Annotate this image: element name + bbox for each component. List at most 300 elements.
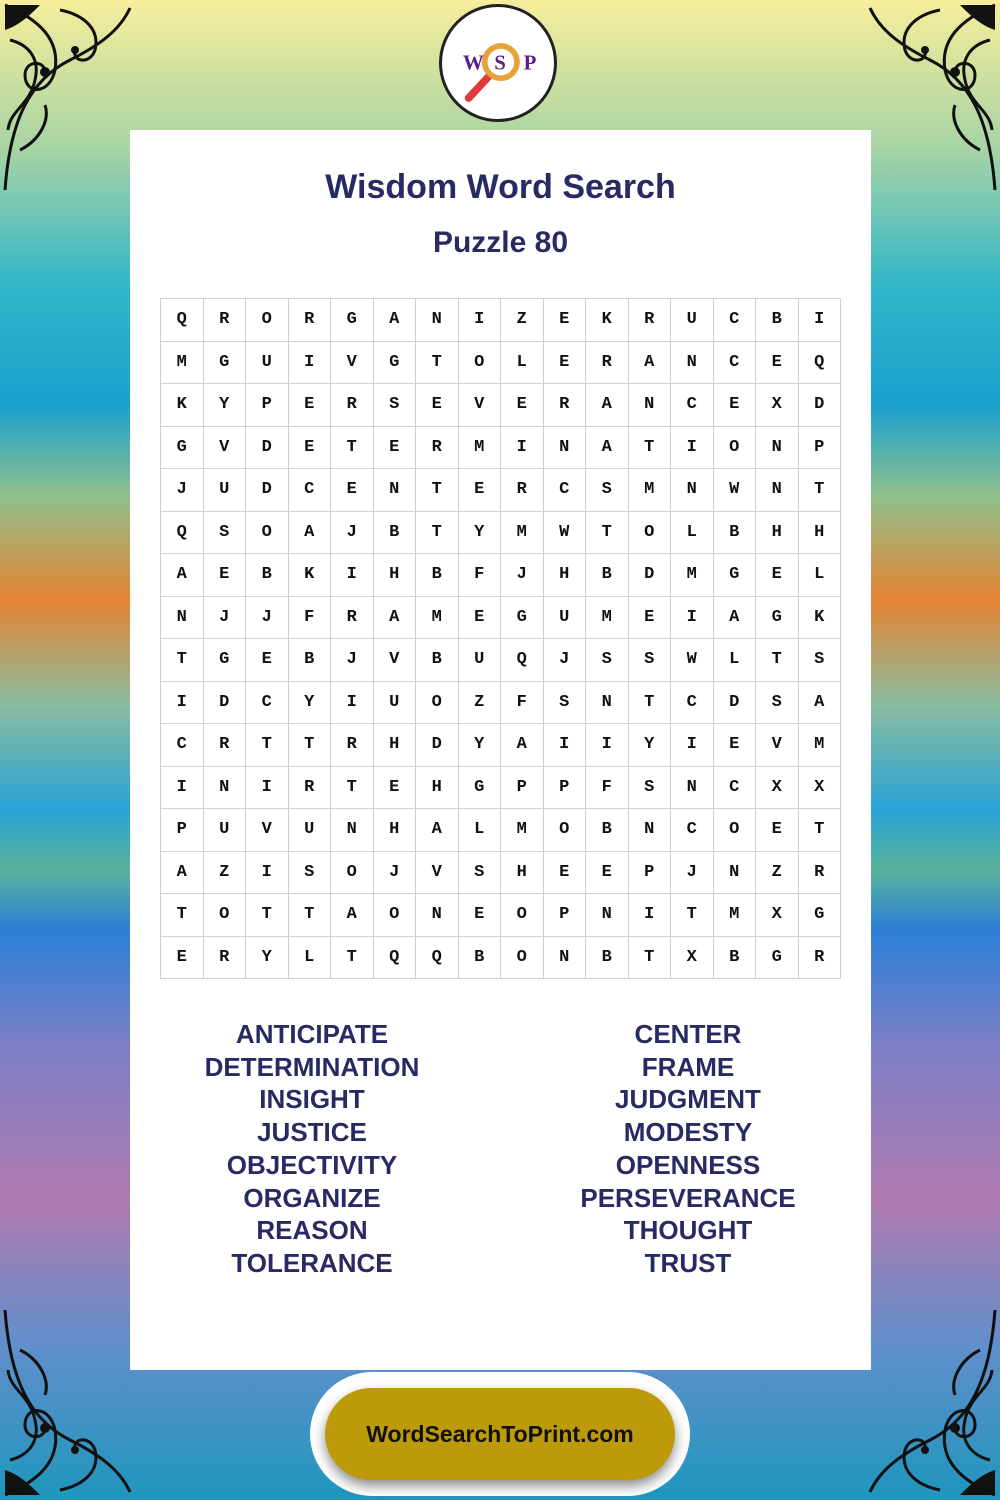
grid-cell[interactable]: F [458,554,501,597]
grid-row [161,936,841,979]
grid-cell[interactable]: D [798,384,841,427]
grid-cell[interactable]: F [288,596,331,639]
grid-cell[interactable]: J [331,639,374,682]
grid-cell[interactable]: O [458,341,501,384]
grid-cell[interactable]: X [756,384,799,427]
grid-cell[interactable]: I [246,766,289,809]
grid-cell[interactable]: I [628,894,671,937]
grid-cell[interactable]: B [586,809,629,852]
grid-cell[interactable]: N [331,809,374,852]
grid-row [161,426,841,469]
grid-cell[interactable]: N [628,809,671,852]
grid-cell[interactable]: R [203,936,246,979]
grid-cell[interactable]: D [628,554,671,597]
grid-cell[interactable]: S [288,851,331,894]
grid-cell[interactable]: A [586,384,629,427]
grid-cell[interactable]: O [416,681,459,724]
grid-cell[interactable]: A [161,851,204,894]
grid-cell[interactable]: B [586,554,629,597]
grid-cell[interactable]: I [501,426,544,469]
grid-cell[interactable]: E [756,341,799,384]
grid-cell[interactable]: G [161,426,204,469]
grid-cell[interactable]: S [756,681,799,724]
grid-cell[interactable]: J [161,469,204,512]
grid-cell[interactable]: I [161,766,204,809]
grid-cell[interactable]: I [331,681,374,724]
grid-cell[interactable]: G [756,596,799,639]
grid-cell[interactable]: N [671,766,714,809]
grid-cell[interactable]: M [671,554,714,597]
grid-cell[interactable]: S [628,639,671,682]
grid-cell[interactable]: Z [756,851,799,894]
grid-cell[interactable]: V [246,809,289,852]
grid-cell[interactable]: L [501,341,544,384]
grid-cell[interactable]: T [628,681,671,724]
grid-cell[interactable]: H [798,511,841,554]
grid-cell[interactable]: S [798,639,841,682]
puzzle-title: Wisdom Word Search [325,168,676,206]
grid-cell[interactable]: E [713,724,756,767]
grid-cell[interactable]: J [246,596,289,639]
grid-cell[interactable]: G [501,596,544,639]
grid-cell[interactable]: N [543,936,586,979]
word-list-item: TOLERANCE [231,1247,393,1278]
grid-cell[interactable]: E [628,596,671,639]
grid-cell[interactable]: T [671,894,714,937]
grid-cell[interactable]: Y [458,724,501,767]
grid-cell[interactable]: N [416,894,459,937]
grid-cell[interactable]: A [501,724,544,767]
grid-cell[interactable]: H [756,511,799,554]
grid-cell[interactable]: E [458,469,501,512]
grid-cell[interactable]: V [203,426,246,469]
grid-cell[interactable]: E [756,554,799,597]
grid-cell[interactable]: N [586,894,629,937]
grid-cell[interactable]: T [798,809,841,852]
grid-cell[interactable]: E [543,851,586,894]
grid-cell[interactable]: B [713,936,756,979]
word-list-item: ANTICIPATE [235,1019,389,1049]
corner-ornament [0,1300,150,1500]
grid-cell[interactable]: M [586,596,629,639]
corner-ornament [0,0,150,200]
grid-cell[interactable]: I [288,341,331,384]
grid-cell[interactable]: E [331,469,374,512]
grid-cell[interactable]: T [288,724,331,767]
grid-cell[interactable]: R [543,384,586,427]
grid-cell[interactable]: O [543,809,586,852]
grid-cell[interactable]: R [288,766,331,809]
grid-cell[interactable]: E [501,384,544,427]
grid-cell[interactable]: X [671,936,714,979]
grid-cell[interactable]: H [416,766,459,809]
grid-cell[interactable]: A [798,681,841,724]
grid-cell[interactable]: J [373,851,416,894]
grid-cell[interactable]: I [671,596,714,639]
puzzle-card [130,130,871,1370]
word-list-item: CENTER [634,1019,742,1049]
grid-cell[interactable]: Q [798,341,841,384]
grid-cell[interactable]: N [671,341,714,384]
grid-cell[interactable]: T [586,511,629,554]
grid-cell[interactable]: K [161,384,204,427]
grid-cell[interactable]: B [416,639,459,682]
grid-cell[interactable]: X [798,766,841,809]
grid-cell[interactable]: A [373,596,416,639]
grid-cell[interactable]: I [543,724,586,767]
grid-cell[interactable]: T [798,469,841,512]
grid-cell[interactable]: D [246,426,289,469]
grid-cell[interactable]: D [713,681,756,724]
grid-cell[interactable]: C [671,809,714,852]
grid-cell[interactable]: G [203,341,246,384]
grid-cell[interactable]: E [288,384,331,427]
grid-cell[interactable]: Y [458,511,501,554]
grid-cell[interactable]: O [713,426,756,469]
grid-cell[interactable]: O [501,936,544,979]
grid-cell[interactable]: B [756,299,799,342]
grid-cell[interactable]: G [458,766,501,809]
grid-cell[interactable]: E [458,894,501,937]
grid-cell[interactable]: D [246,469,289,512]
grid-cell[interactable]: A [161,554,204,597]
grid-cell[interactable]: T [246,724,289,767]
grid-cell[interactable]: Y [203,384,246,427]
grid-cell[interactable]: E [203,554,246,597]
grid-cell[interactable]: D [416,724,459,767]
grid-cell[interactable]: T [416,511,459,554]
grid-cell[interactable]: N [543,426,586,469]
grid-cell[interactable]: X [756,894,799,937]
grid-cell[interactable]: O [203,894,246,937]
grid-cell[interactable]: T [331,426,374,469]
grid-cell[interactable]: N [756,426,799,469]
word-list-item: THOUGHT [623,1215,753,1246]
grid-cell[interactable]: C [543,469,586,512]
grid-cell[interactable]: L [671,511,714,554]
grid-cell[interactable]: B [288,639,331,682]
grid-cell[interactable]: H [501,851,544,894]
grid-cell[interactable]: Q [161,511,204,554]
logo-letter-p: P [523,50,537,75]
grid-cell[interactable]: T [628,936,671,979]
grid-cell[interactable]: O [331,851,374,894]
wsp-logo[interactable] [439,4,557,122]
corner-ornament [850,1300,1000,1500]
grid-cell[interactable]: S [373,384,416,427]
grid-cell[interactable]: I [161,681,204,724]
grid-cell[interactable]: B [246,554,289,597]
grid-cell[interactable]: N [416,299,459,342]
grid-cell[interactable]: K [586,299,629,342]
grid-cell[interactable]: X [756,766,799,809]
grid-cell[interactable]: T [161,894,204,937]
grid-cell[interactable]: R [501,469,544,512]
grid-cell[interactable]: H [373,554,416,597]
grid-row [161,384,841,427]
grid-cell[interactable]: M [501,511,544,554]
grid-cell[interactable]: P [798,426,841,469]
grid-cell[interactable]: G [756,936,799,979]
grid-row [161,809,841,852]
grid-cell[interactable]: Q [416,936,459,979]
grid-row [161,469,841,512]
grid-cell[interactable]: R [798,851,841,894]
grid-cell[interactable]: P [543,894,586,937]
grid-cell[interactable]: R [798,936,841,979]
grid-cell[interactable]: T [628,426,671,469]
grid-cell[interactable]: E [543,299,586,342]
grid-cell[interactable]: S [586,639,629,682]
grid-cell[interactable]: Q [161,299,204,342]
grid-cell[interactable]: S [628,766,671,809]
grid-cell[interactable]: Q [501,639,544,682]
grid-cell[interactable]: V [458,384,501,427]
grid-cell[interactable]: G [331,299,374,342]
grid-cell[interactable]: L [458,809,501,852]
grid-cell[interactable]: N [161,596,204,639]
puzzle-number: Puzzle 80 [432,226,569,259]
grid-cell[interactable]: J [203,596,246,639]
grid-cell[interactable]: E [246,639,289,682]
grid-cell[interactable]: S [543,681,586,724]
grid-cell[interactable]: C [288,469,331,512]
grid-cell[interactable]: T [416,341,459,384]
word-list-item: OPENNESS [615,1149,761,1180]
website-button[interactable] [325,1388,675,1480]
grid-row [161,766,841,809]
grid-cell[interactable]: E [756,809,799,852]
grid-cell[interactable]: W [671,639,714,682]
grid-cell[interactable]: B [458,936,501,979]
grid-cell[interactable]: A [331,894,374,937]
grid-cell[interactable]: A [628,341,671,384]
grid-cell[interactable]: E [373,426,416,469]
grid-cell[interactable]: E [416,384,459,427]
grid-cell[interactable]: O [246,299,289,342]
grid-row [161,511,841,554]
word-list-item: ORGANIZE [243,1182,381,1213]
grid-cell[interactable]: E [586,851,629,894]
grid-row [161,724,841,767]
grid-cell[interactable]: C [671,681,714,724]
grid-cell[interactable]: C [713,766,756,809]
grid-cell[interactable]: O [501,894,544,937]
grid-cell[interactable]: B [416,554,459,597]
grid-cell[interactable]: N [628,384,671,427]
grid-cell[interactable]: O [713,809,756,852]
grid-cell[interactable]: N [713,851,756,894]
grid-cell[interactable]: F [586,766,629,809]
word-list-item: JUDGMENT [615,1084,761,1115]
grid-cell[interactable]: I [246,851,289,894]
grid-cell[interactable]: R [331,384,374,427]
word-list-item: TRUST [644,1247,732,1278]
grid-cell[interactable]: P [543,766,586,809]
grid-cell[interactable]: E [458,596,501,639]
grid-row [161,596,841,639]
grid-cell[interactable]: G [373,341,416,384]
grid-cell[interactable]: A [416,809,459,852]
grid-cell[interactable]: V [331,341,374,384]
grid-cell[interactable]: C [161,724,204,767]
grid-cell[interactable]: N [203,766,246,809]
grid-cell[interactable]: T [246,894,289,937]
grid-cell[interactable]: E [161,936,204,979]
grid-cell[interactable]: B [586,936,629,979]
grid-cell[interactable]: T [161,639,204,682]
grid-cell[interactable]: V [416,851,459,894]
grid-cell[interactable]: M [161,341,204,384]
grid-cell[interactable]: H [543,554,586,597]
grid-cell[interactable]: Y [628,724,671,767]
grid-row [161,554,841,597]
logo-letter-w: W [462,50,484,75]
grid-cell[interactable]: B [713,511,756,554]
grid-cell[interactable]: Y [246,936,289,979]
word-list-right [538,1018,838,1280]
grid-cell[interactable]: Y [288,681,331,724]
grid-row [161,341,841,384]
grid-cell[interactable]: Q [373,936,416,979]
grid-cell[interactable]: A [373,299,416,342]
word-list-left [162,1018,462,1280]
grid-cell[interactable]: L [798,554,841,597]
grid-cell[interactable]: V [373,639,416,682]
grid-cell[interactable]: R [586,341,629,384]
grid-cell[interactable]: E [288,426,331,469]
corner-ornament [850,0,1000,200]
grid-cell[interactable]: I [586,724,629,767]
grid-cell[interactable]: T [288,894,331,937]
grid-cell[interactable]: M [458,426,501,469]
grid-cell[interactable]: R [331,596,374,639]
grid-cell[interactable]: N [671,469,714,512]
grid-cell[interactable]: R [331,724,374,767]
grid-cell[interactable]: T [331,936,374,979]
grid-cell[interactable]: I [798,299,841,342]
grid-cell[interactable]: H [373,724,416,767]
grid-cell[interactable]: O [246,511,289,554]
grid-row [161,299,841,342]
grid-cell[interactable]: I [331,554,374,597]
grid-cell[interactable]: U [203,809,246,852]
grid-cell[interactable]: N [756,469,799,512]
grid-cell[interactable]: I [671,724,714,767]
grid-cell[interactable]: P [246,384,289,427]
word-list-item: JUSTICE [257,1117,367,1148]
word-list-item: OBJECTIVITY [226,1149,398,1180]
grid-cell[interactable]: C [713,341,756,384]
grid-cell[interactable]: E [373,766,416,809]
grid-row [161,681,841,724]
grid-cell[interactable]: K [798,596,841,639]
grid-cell[interactable]: U [543,596,586,639]
grid-cell[interactable]: L [288,936,331,979]
grid-cell[interactable]: A [586,426,629,469]
website-link[interactable]: WordSearchToPrint.com [366,1420,634,1447]
grid-cell[interactable]: T [756,639,799,682]
grid-cell[interactable]: A [288,511,331,554]
grid-cell[interactable]: R [203,299,246,342]
grid-row [161,639,841,682]
grid-cell[interactable]: W [543,511,586,554]
grid-cell[interactable]: S [203,511,246,554]
grid-cell[interactable]: P [501,766,544,809]
grid-cell[interactable]: M [713,894,756,937]
grid-cell[interactable]: C [671,384,714,427]
grid-cell[interactable]: U [373,681,416,724]
word-list-item: REASON [256,1215,368,1246]
letter-grid [160,298,841,979]
grid-cell[interactable]: M [628,469,671,512]
grid-cell[interactable]: I [671,426,714,469]
logo-letter-s: S [494,50,506,75]
grid-cell[interactable]: N [586,681,629,724]
grid-cell[interactable]: J [543,639,586,682]
grid-cell[interactable]: F [501,681,544,724]
grid-cell[interactable]: M [798,724,841,767]
grid-cell[interactable]: R [288,299,331,342]
grid-cell[interactable]: P [161,809,204,852]
grid-cell[interactable]: T [331,766,374,809]
grid-cell[interactable]: D [203,681,246,724]
grid-cell[interactable]: S [458,851,501,894]
grid-cell[interactable]: U [246,341,289,384]
grid-cell[interactable]: T [416,469,459,512]
grid-cell[interactable]: N [373,469,416,512]
grid-cell[interactable]: R [416,426,459,469]
grid-cell[interactable]: H [373,809,416,852]
grid-cell[interactable]: M [416,596,459,639]
grid-cell[interactable]: J [331,511,374,554]
grid-cell[interactable]: Z [203,851,246,894]
grid-cell[interactable]: E [543,341,586,384]
grid-cell[interactable]: U [671,299,714,342]
grid-cell[interactable]: Z [458,681,501,724]
grid-cell[interactable]: G [203,639,246,682]
grid-cell[interactable]: L [713,639,756,682]
grid-cell[interactable]: E [713,384,756,427]
grid-cell[interactable]: G [798,894,841,937]
grid-row [161,894,841,937]
grid-cell[interactable]: U [203,469,246,512]
grid-cell[interactable]: O [373,894,416,937]
grid-cell[interactable]: G [713,554,756,597]
grid-cell[interactable]: C [713,299,756,342]
grid-cell[interactable]: J [671,851,714,894]
grid-cell[interactable]: S [586,469,629,512]
grid-cell[interactable]: I [458,299,501,342]
grid-cell[interactable]: U [288,809,331,852]
grid-cell[interactable]: U [458,639,501,682]
grid-cell[interactable]: J [501,554,544,597]
grid-cell[interactable]: Z [501,299,544,342]
grid-cell[interactable]: R [628,299,671,342]
grid-cell[interactable]: A [713,596,756,639]
grid-cell[interactable]: B [373,511,416,554]
grid-cell[interactable]: R [203,724,246,767]
grid-row [161,851,841,894]
grid-cell[interactable]: O [628,511,671,554]
grid-cell[interactable]: V [756,724,799,767]
grid-cell[interactable]: P [628,851,671,894]
word-list-item: FRAME [641,1051,735,1082]
grid-cell[interactable]: K [288,554,331,597]
grid-cell[interactable]: W [713,469,756,512]
grid-cell[interactable]: M [501,809,544,852]
grid-cell[interactable]: C [246,681,289,724]
